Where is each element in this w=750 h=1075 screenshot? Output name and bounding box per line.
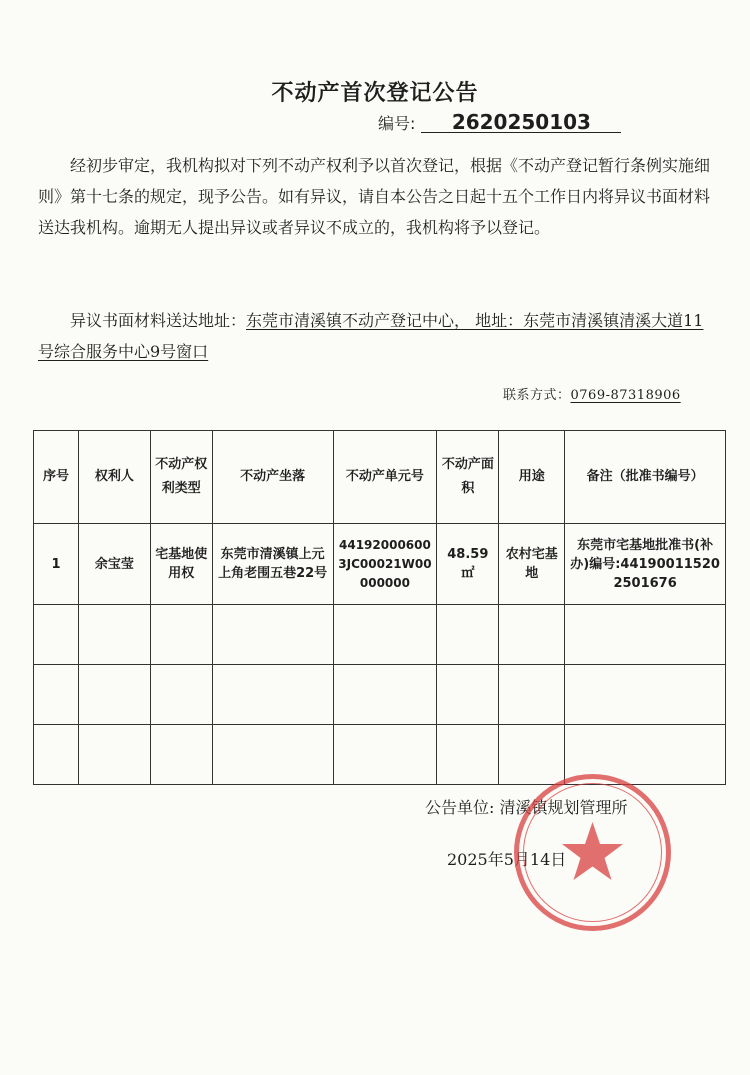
header-remark: 备注（批准书编号） [565, 431, 726, 524]
cell-area: 48.59 ㎡ [437, 524, 499, 605]
header-area: 不动产面积 [437, 431, 499, 524]
cell-remark: 东莞市宅基地批准书(补办)编号:441900115202501676 [565, 524, 726, 605]
announcement-number [378, 111, 621, 134]
table-row [34, 524, 726, 605]
header-right-type: 不动产权利类型 [150, 431, 212, 524]
number-value: 2620250103 [421, 112, 621, 133]
cell-owner: 余宝莹 [78, 524, 150, 605]
contact-label: 联系方式： [503, 388, 571, 403]
cell-usage: 农村宅基地 [499, 524, 565, 605]
header-location: 不动产坐落 [212, 431, 333, 524]
registration-table [33, 430, 726, 785]
table-header-row [34, 431, 726, 524]
official-seal-stamp [510, 770, 675, 935]
objection-label: 异议书面材料送达地址： [70, 311, 247, 330]
table-row-empty [34, 605, 726, 665]
cell-location: 东莞市清溪镇上元上角老围五巷22号 [212, 524, 333, 605]
objection-address-paragraph [38, 305, 710, 367]
cell-unit-no: 441920006003JC00021W00000000 [333, 524, 437, 605]
header-owner: 权利人 [78, 431, 150, 524]
announcer-name: 清溪镇规划管理所 [499, 798, 628, 817]
announcer-label: 公告单位: [425, 798, 495, 817]
page-title: 不动产首次登记公告 [271, 81, 479, 106]
contact-line [503, 384, 681, 403]
header-seq: 序号 [34, 431, 79, 524]
cell-seq: 1 [34, 524, 79, 605]
contact-phone: 0769-87318906 [570, 388, 681, 403]
header-unit-no: 不动产单元号 [333, 431, 437, 524]
objection-address: 东莞市清溪镇不动产登记中心， 地址：东莞市清溪镇清溪大道11号综合服务中心9号窗口 [38, 311, 704, 361]
header-usage: 用途 [499, 431, 565, 524]
cell-right-type: 宅基地使用权 [150, 524, 212, 605]
announcement-body: 经初步审定，我机构拟对下列不动产权利予以首次登记，根据《不动产登记暂行条例实施细则》第十七条的规定，现予公告。如有异议，请自本公告之日起十五个工作日内将异议书面材料送达我机构。逾期无人提出异议或者异议不成立的，我机构将予以登记。 [38, 156, 711, 237]
number-label: 编号: [378, 114, 416, 133]
announcement-date: 2025年5月14日 [447, 850, 567, 869]
table-row-empty [34, 665, 726, 725]
